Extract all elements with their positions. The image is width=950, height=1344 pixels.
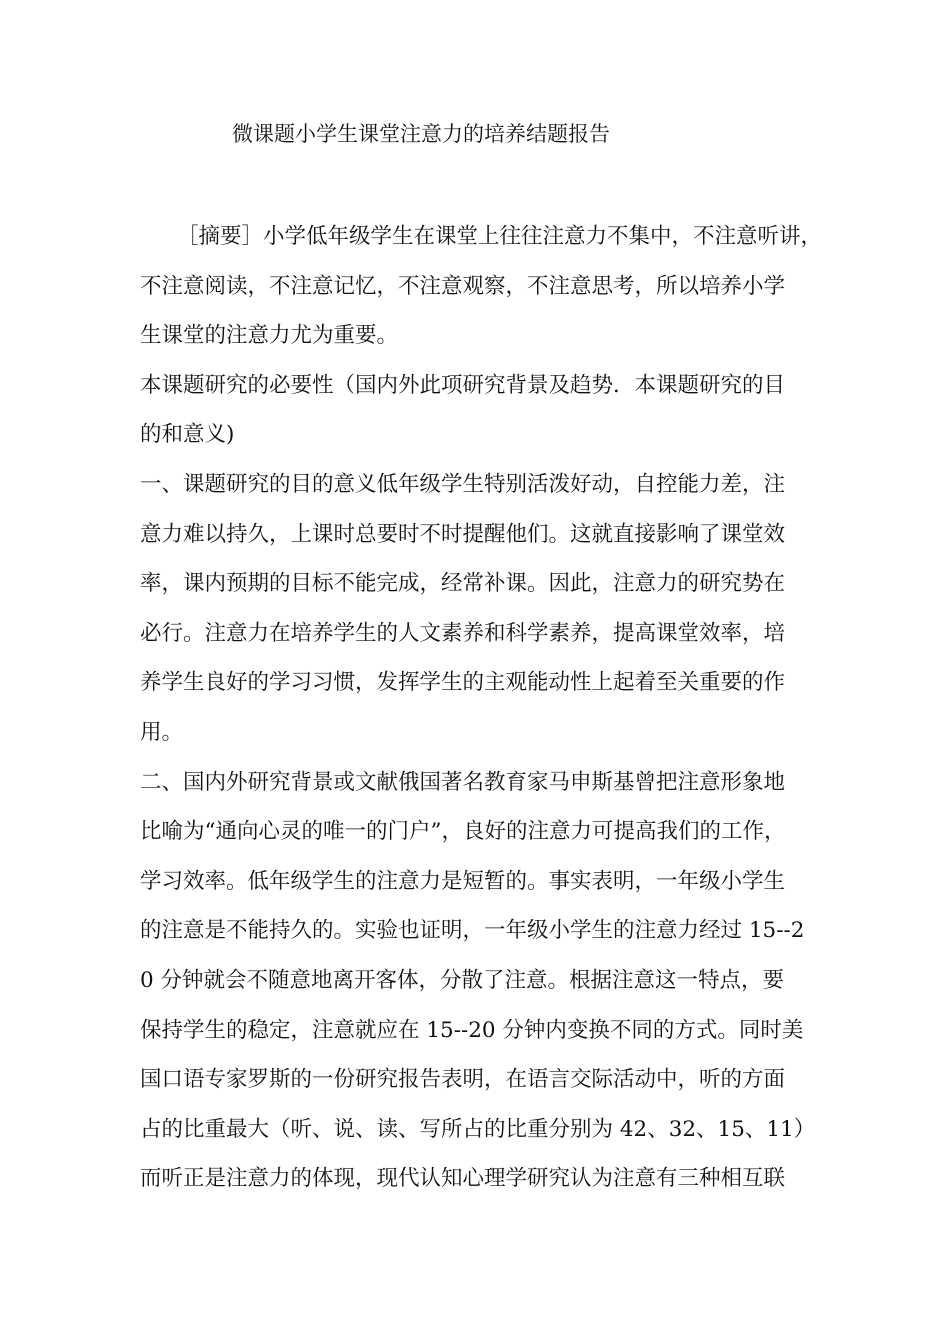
text-line: 二、国内外研究背景或文献俄国著名教育家马申斯基曾把注意形象地	[140, 769, 786, 795]
text-line: 本课题研究的必要性（国内外此项研究背景及趋势．本课题研究的目	[140, 372, 786, 398]
text-line: 占的比重最大（听、说、读、写所占的比重分别为 42、32、15、11）	[140, 1116, 816, 1142]
text-line: 意力难以持久，上课时总要时不时提醒他们。这就直接影响了课堂效	[140, 521, 786, 547]
text-line: 用。	[140, 719, 184, 745]
text-line: 一、课题研究的目的意义低年级学生特别活泼好动，自控能力差，注	[140, 471, 786, 497]
text-line: 比喻为“通向心灵的唯一的门户”，良好的注意力可提高我们的工作，	[140, 819, 786, 845]
text-line: 而听正是注意力的体现，现代认知心理学研究认为注意有三种相互联	[140, 1166, 786, 1192]
text-line: 国口语专家罗斯的一份研究报告表明，在语言交际活动中，听的方面	[140, 1067, 786, 1093]
text-line: 率，课内预期的目标不能完成，经常补课。因此，注意力的研究势在	[140, 571, 786, 597]
text-line: 养学生良好的学习习惯，发挥学生的主观能动性上起着至关重要的作	[140, 670, 786, 696]
text-line: 的和意义)	[140, 422, 235, 448]
text-line: 生课堂的注意力尤为重要。	[140, 323, 399, 349]
text-line: 学习效率。低年级学生的注意力是短暂的。事实表明，一年级小学生	[140, 868, 786, 894]
document-title: 微课题小学生课堂注意力的培养结题报告	[232, 122, 610, 146]
document-body	[140, 212, 830, 1204]
text-line: 保持学生的稳定，注意就应在 15--20 分钟内变换不同的方式。同时美	[140, 1017, 804, 1043]
text-line: 0 分钟就会不随意地离开客体，分散了注意。根据注意这一特点，要	[140, 967, 785, 993]
text-line: ［摘要］小学低年级学生在课堂上往往注意力不集中，不注意听讲，	[177, 224, 823, 249]
text-line: 必行。注意力在培养学生的人文素养和科学素养，提高课堂效率，培	[140, 620, 786, 646]
text-line: 的注意是不能持久的。实验也证明，一年级小学生的注意力经过 15--2	[140, 918, 805, 944]
text-line: 不注意阅读，不注意记忆，不注意观察，不注意思考，所以培养小学	[140, 273, 786, 299]
